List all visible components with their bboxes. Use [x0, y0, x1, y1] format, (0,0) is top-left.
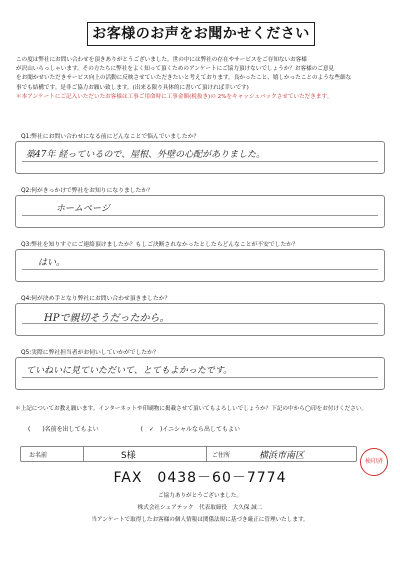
answer-box[interactable] [15, 357, 385, 390]
intro-line: 事でも結構です。是非ご協力お願い致します。(出来る限り具体的に書いて頂ければ幸いです) [16, 84, 249, 91]
answer-line [22, 215, 378, 216]
divider [83, 447, 84, 461]
question-label: Q5:実際に弊社担当者がお伺いしていかがでしたか？ [21, 350, 159, 356]
question-label: Q1:弊社にお問い合わせになる前にどんなことで悩んでいましたか？ [21, 134, 200, 140]
name-field[interactable]: S様 [121, 451, 136, 461]
answer-line [22, 269, 378, 270]
question-1 [15, 133, 385, 174]
fax-number: FAX 0438－60－7774 [113, 470, 287, 486]
address-field[interactable]: 横浜市南区 [259, 451, 305, 461]
question-5 [15, 349, 385, 390]
handwritten-answer: 築47年 経っているので、屋根、外壁の心配がありました。 [26, 150, 266, 160]
publish-choices [28, 424, 280, 433]
address-label: ご住所 [212, 452, 231, 459]
handwritten-answer: はい。 [38, 258, 66, 268]
customer-info-row [20, 446, 357, 462]
answer-box[interactable] [15, 249, 385, 282]
question-4 [15, 295, 385, 336]
question-label: Q3:弊社を知りすぐにご連絡頂けましたか？もしご決断されなかったとしたらどんなことが不安でしたか？ [21, 242, 298, 248]
name-label: お名前 [29, 452, 48, 459]
intro-text [16, 56, 386, 102]
handwritten-answer: HPで親切そうだったから。 [44, 313, 170, 324]
answer-line [22, 161, 378, 162]
publish-permission-prompt: ＊上記についてお教え願います。インターネットや印刷物に掲載させて頂いてもよろしいでしょうか？下記の中から◯印をお付けください。 [15, 406, 368, 412]
question-label: Q4:何が決め手となり弊社にお問い合わせ頂きましたか？ [21, 296, 171, 302]
answer-box[interactable] [15, 195, 385, 228]
intro-line: この度は弊社にお問い合わせを頂きありがとうございました。世の中には弊社の存在やサービスをご存知ないお客様 [16, 57, 307, 63]
intro-line: が沢山いらっしゃいます。その方たちに弊社をよく知って頂くためのアンケートにご協力頂けないでしょうか？お客様のご意見 [16, 66, 335, 73]
answer-box[interactable] [15, 141, 385, 174]
cashback-note: ＊本アンケートにご記入いただいたお客様は工事ご用命時に工事金額(税抜き)の 2%をキャッシュバックさせていただきます。 [16, 93, 333, 100]
inspection-stamp: 検印済 [360, 448, 388, 476]
privacy-note: 当アンケートで取得したお客様の個人情報は関係法規に基づき厳正に管理いたします。 [91, 517, 309, 523]
intro-line: をお聞かせいただきサービス向上の活動に反映させていただきたいと考えております。良かったこと、嬉しかったことのような些細な [16, 75, 352, 82]
answer-box[interactable] [15, 303, 385, 336]
answer-line [22, 377, 378, 378]
page-title: お客様のお声をお聞かせください [87, 22, 315, 46]
choice-name-ok[interactable]: ( )名前を出してもよい [28, 426, 99, 433]
choice-initial-ok[interactable]: ( ✓ )イニシャルなら出してもよい [140, 426, 240, 433]
thanks-text: ご協力ありがとうございました。 [158, 493, 242, 499]
divider [206, 447, 207, 461]
question-label: Q2:何がきっかけで弊社をお知りになりましたか？ [21, 188, 153, 194]
question-3 [15, 241, 385, 282]
question-2 [15, 187, 385, 228]
handwritten-answer: ホームページ [56, 204, 110, 214]
company-signature: 株式会社シェアテック 代表取締役 大久保 誠二 [137, 505, 263, 511]
handwritten-answer: ていねいに見ていただいて、とてもよかったです。 [26, 366, 233, 376]
